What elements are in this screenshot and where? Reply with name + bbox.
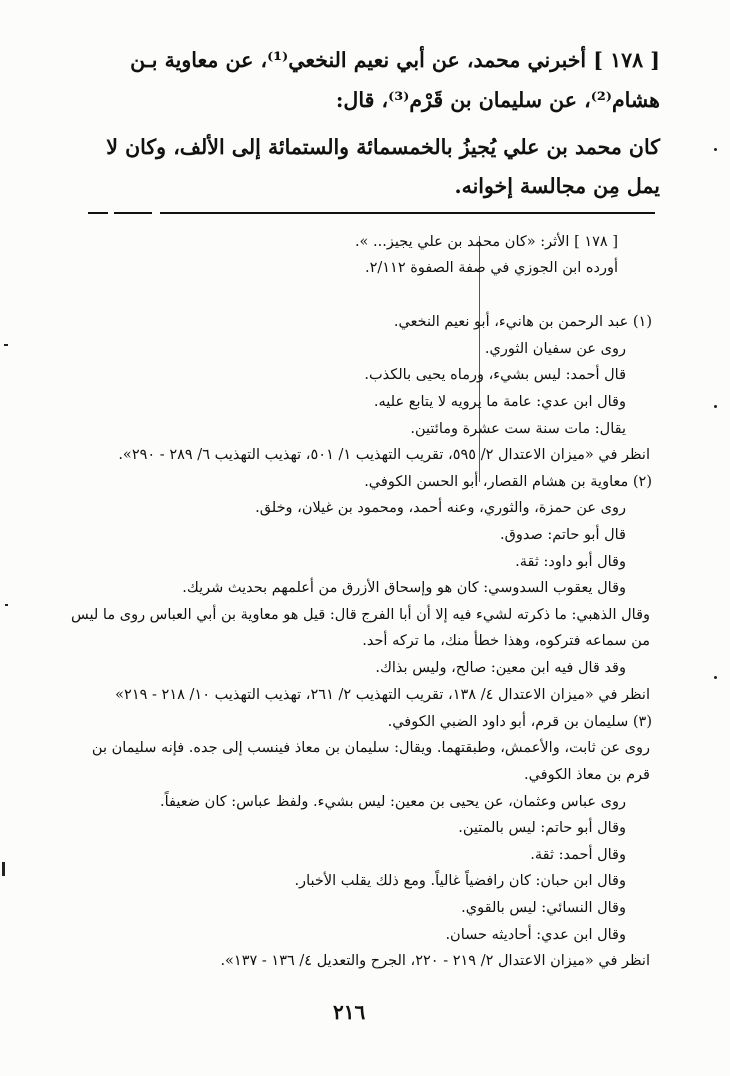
footnote-line: [ ١٧٨ ] الأثر: «كان محمد بن علي يجيز... ».	[354, 234, 618, 250]
footnote-line: روى عباس وعثمان، عن يحيى بن معين: ليس بشيء. ولفظ عباس: كان ضعيفاً.	[160, 794, 626, 810]
main-line: كان محمد بن علي يُجيزُ بالخمسمائة والستمائة إلى الألف، وكان لا	[106, 135, 660, 159]
separator-line	[160, 212, 655, 214]
separator-line	[114, 212, 152, 214]
footnote-line: وقد قال فيه ابن معين: صالح، وليس بذاك.	[375, 660, 626, 676]
footnote-line: (٢) معاوية بن هشام القصار، أبو الحسن الكوفي.	[364, 474, 652, 490]
footnote-line: قال أبو حاتم: صدوق.	[499, 527, 626, 543]
footnote-line: انظر في «ميزان الاعتدال ٤/ ١٣٨، تقريب التهذيب ٢/ ٢٦١، تهذيب التهذيب ١٠/ ٢١٨ - ٢١٩»	[115, 687, 650, 703]
main-line: يمل مِن مجالسة إخوانه.	[454, 174, 660, 198]
main-line: هشام⁽²⁾، عن سليمان بن قَرْم⁽³⁾، قال:	[335, 88, 660, 112]
footnote-line: وقال ابن حبان: كان رافضياً غالياً. ومع ذلك يقلب الأخبار.	[294, 873, 626, 889]
footnote-line: قرم بن معاذ الكوفي.	[523, 767, 650, 783]
footnote-line: وقال أبو داود: ثقة.	[515, 554, 626, 570]
footnote-line: روى عن حمزة، والثوري، وعنه أحمد، ومحمود بن غيلان، وخلق.	[255, 500, 626, 516]
scan-mark	[4, 344, 8, 346]
footnote-line: وقال أحمد: ثقة.	[530, 847, 626, 863]
footnote-line: وقال أبو حاتم: ليس بالمتين.	[458, 820, 626, 836]
footnote-line: انظر في «ميزان الاعتدال ٢/ ٢١٩ - ٢٢٠، الجرح والتعديل ٤/ ١٣٦ - ١٣٧».	[220, 953, 650, 969]
footnote-line: انظر في «ميزان الاعتدال ٢/ ٥٩٥، تقريب التهذيب ١/ ٥٠١، تهذيب التهذيب ٦/ ٢٨٩ - ٢٩٠».	[118, 447, 650, 463]
footnote-line: (١) عبد الرحمن بن هانيء، أبو نعيم النخعي.	[393, 314, 652, 330]
footnote-line: وقال النسائي: ليس بالقوي.	[461, 900, 626, 916]
scan-mark	[714, 676, 717, 679]
footnote-line: يقال: مات سنة ست عشرة ومائتين.	[410, 421, 626, 437]
footnote-line: قال أحمد: ليس بشيء، ورماه يحيى بالكذب.	[364, 367, 626, 383]
footnote-line: روى عن ثابت، والأعمش، وطبقتهما. ويقال: سليمان بن معاذ فينسب إلى جده. فإنه سليمان بن	[91, 740, 650, 756]
footnote-line: روى عن سفيان الثوري.	[484, 341, 626, 357]
footnote-line: (٣) سليمان بن قرم، أبو داود الضبي الكوفي.	[387, 714, 652, 730]
scan-mark	[714, 405, 717, 408]
scan-mark	[2, 862, 5, 876]
footnote-line: من سماعه فتركوه، وهذا خطأ منك، ما تركه أحد.	[362, 633, 650, 649]
footnote-line: وقال ابن عدي: عامة ما يرويه لا يتابع عليه.	[373, 394, 626, 410]
footnote-line: أورده ابن الجوزي في صفة الصفوة ٢/١١٢.	[364, 260, 618, 276]
footnote-line: وقال الذهبي: ما ذكرته لشيء فيه إلا أن أبا الفرج قال: قيل هو معاوية بن أبي العباس روى ما ليس	[71, 607, 650, 623]
page-number: ٢١٦	[333, 1000, 366, 1024]
footnote-line: وقال يعقوب السدوسي: كان هو وإسحاق الأزرق من أعلمهم بحديث شريك.	[182, 580, 626, 596]
scan-mark	[5, 604, 8, 606]
footnote-line: وقال ابن عدي: أحاديثه حسان.	[445, 927, 626, 943]
scan-mark	[714, 148, 717, 151]
main-line: [ ١٧٨ ] أخبرني محمد، عن أبي نعيم النخعي⁽¹⁾، عن معاوية بـن	[130, 48, 660, 72]
separator-line	[88, 212, 108, 214]
